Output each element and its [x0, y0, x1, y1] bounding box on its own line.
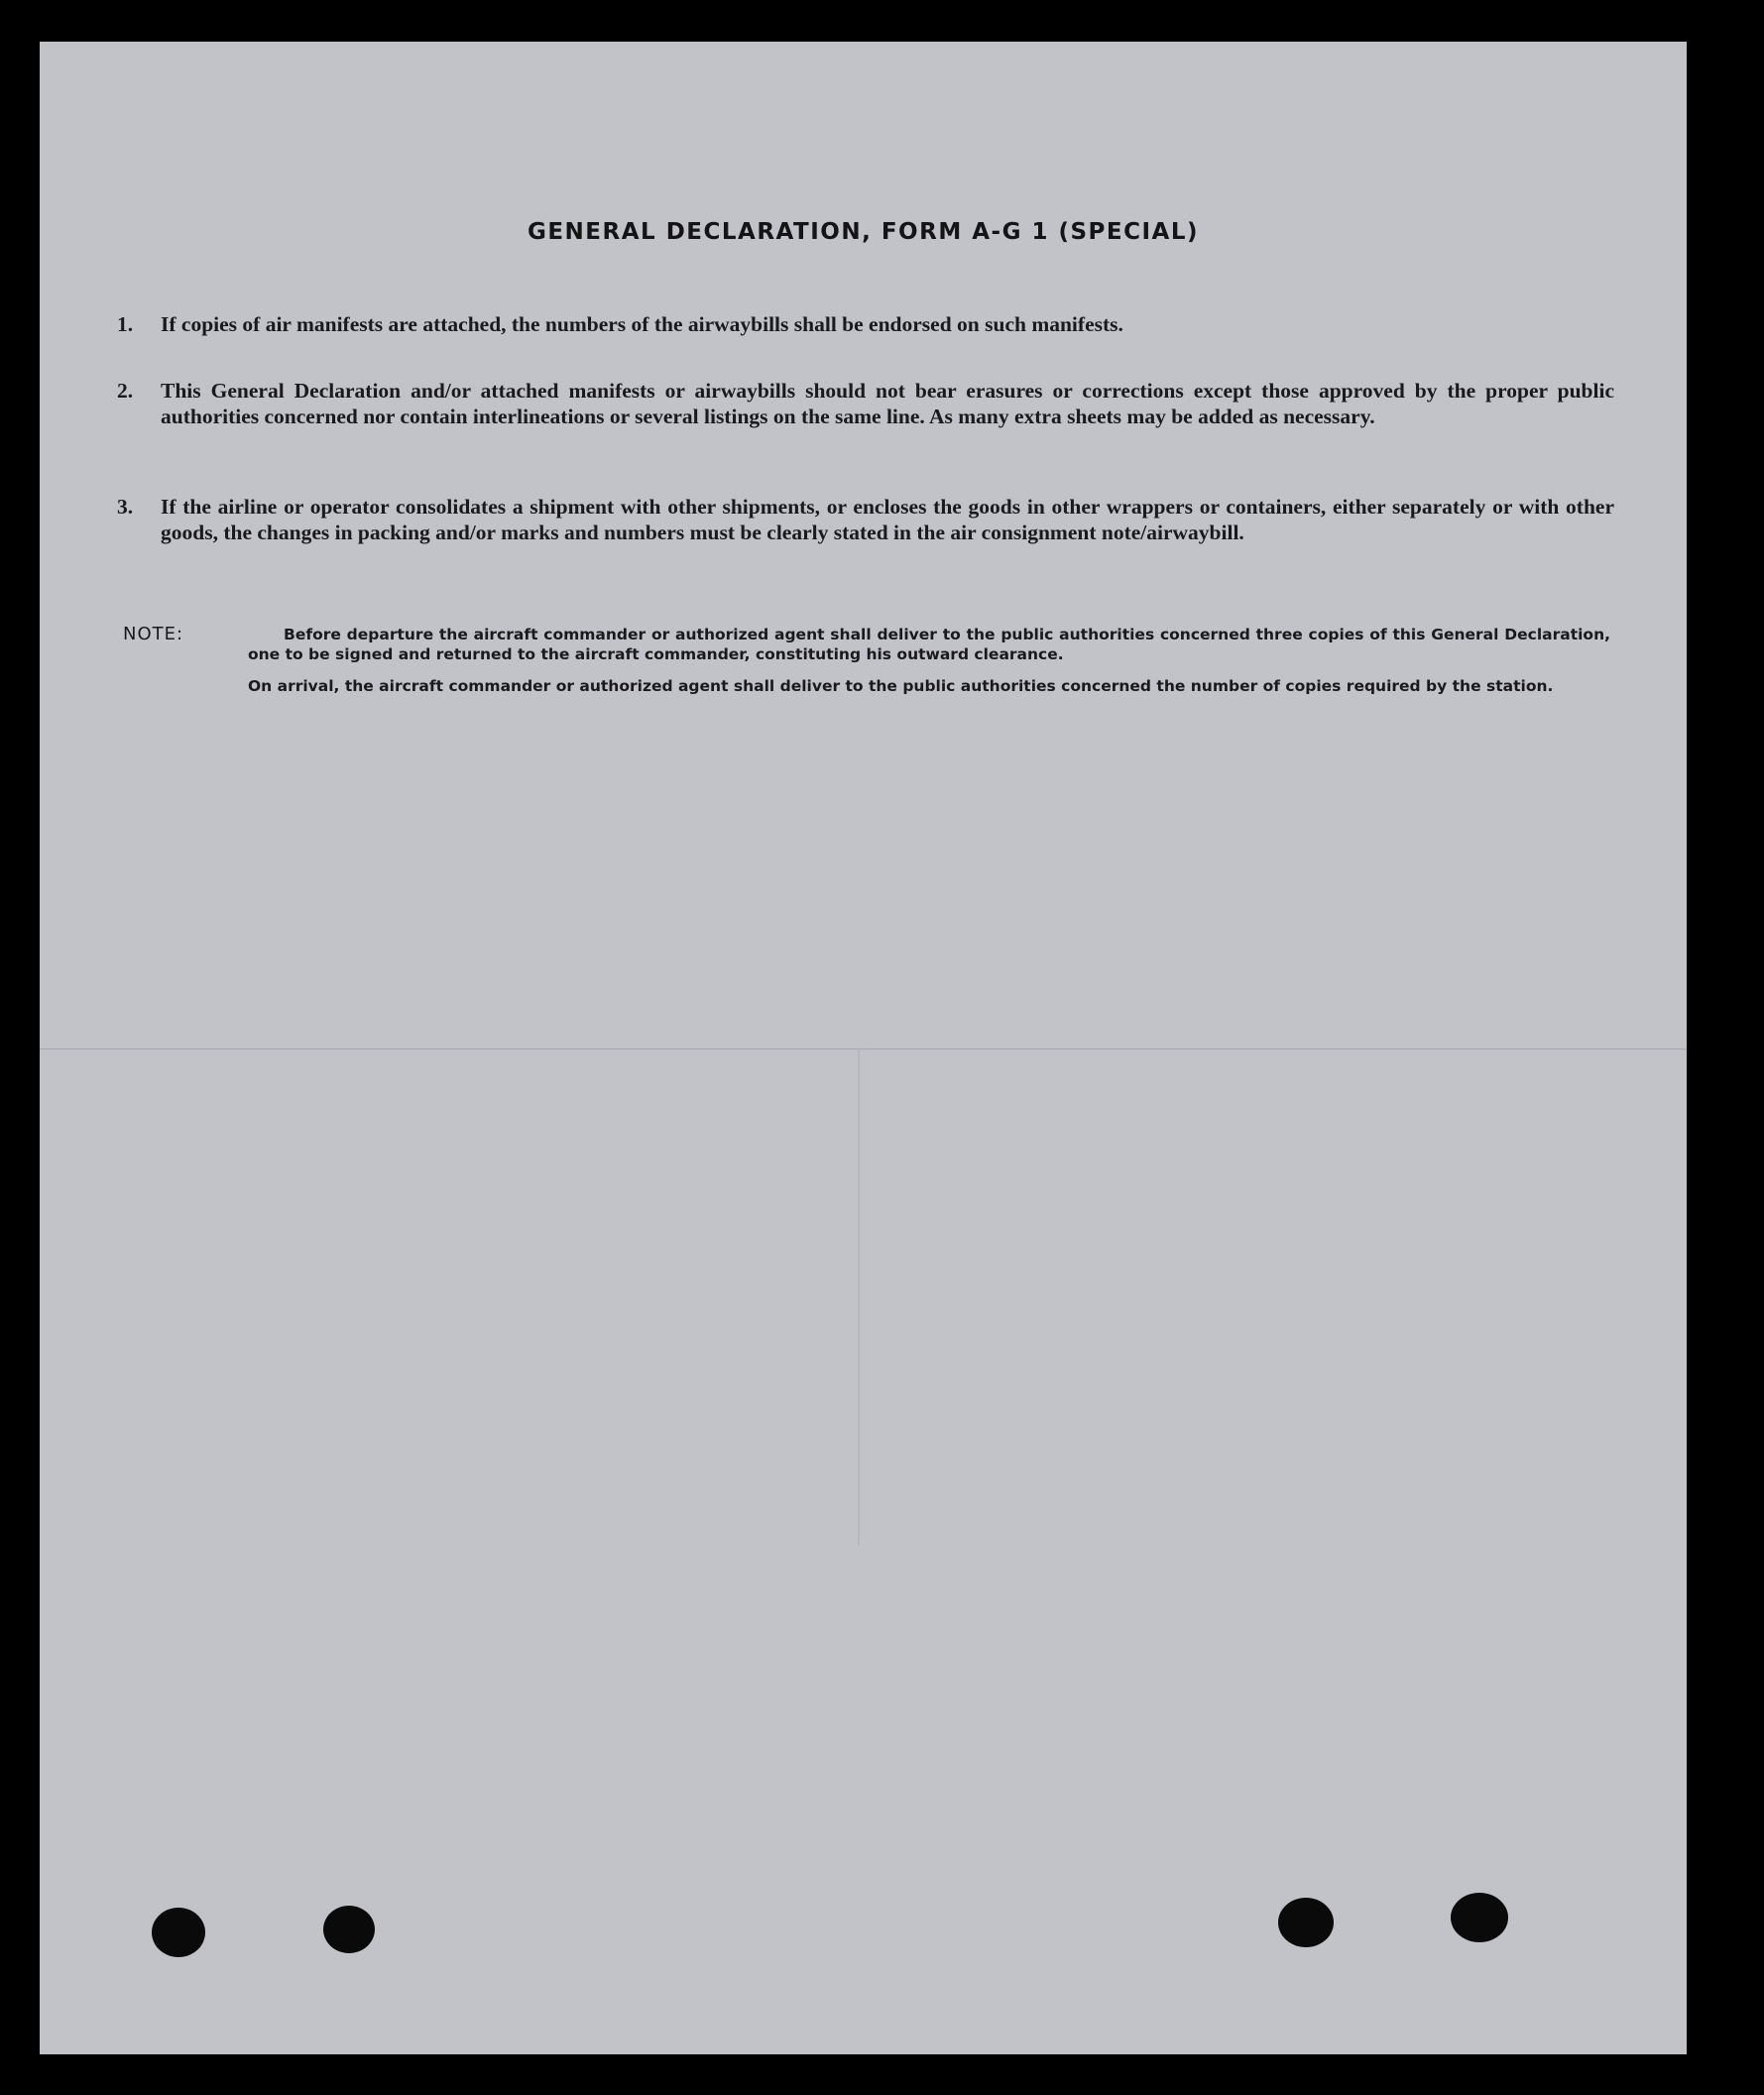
item-text: If the airline or operator consolidates a shipment with other shipments, or encloses the goods in other wrappers or containers, either separately or with other goods, the changes in packing and/or marks and numbers must be clearly stated in the air consignment note/airwaybill.: [161, 495, 1614, 544]
instruction-item-1: [117, 311, 1614, 337]
punch-hole: [152, 1908, 205, 1957]
document-title: GENERAL DECLARATION, FORM A-G 1 (SPECIAL): [527, 219, 1200, 245]
note-paragraph-departure: Before departure the aircraft commander or authorized agent shall deliver to the public authorities concerned three copies of this General Declaration, one to be signed and returned to the aircraft commander, constituting his outward clearance.: [248, 626, 1610, 663]
punch-hole: [1278, 1898, 1334, 1947]
document-page: [40, 42, 1687, 2054]
punch-hole: [1451, 1893, 1508, 1942]
punch-hole: [323, 1906, 375, 1953]
note-section: [123, 625, 1610, 696]
instruction-item-3: [117, 494, 1614, 545]
fold-line-horizontal: [40, 1048, 1687, 1050]
instruction-item-2: [117, 378, 1614, 429]
item-number: 2.: [117, 379, 134, 403]
item-text: If copies of air manifests are attached, the numbers of the airwaybills shall be endorsed on such manifests.: [161, 312, 1123, 336]
note-label: NOTE:: [123, 624, 184, 644]
fold-line-vertical: [858, 1050, 860, 1546]
item-text: This General Declaration and/or attached manifests or airwaybills should not bear erasures or corrections except those approved by the proper public authorities concerned nor contain interlineations or several listings on the same line. As many extra sheets may be added as necessary.: [161, 379, 1614, 428]
item-number: 1.: [117, 312, 134, 336]
note-paragraph-arrival: On arrival, the aircraft commander or authorized agent shall deliver to the public authorities concerned the number of copies required by the station.: [248, 677, 1554, 695]
item-number: 3.: [117, 495, 134, 519]
